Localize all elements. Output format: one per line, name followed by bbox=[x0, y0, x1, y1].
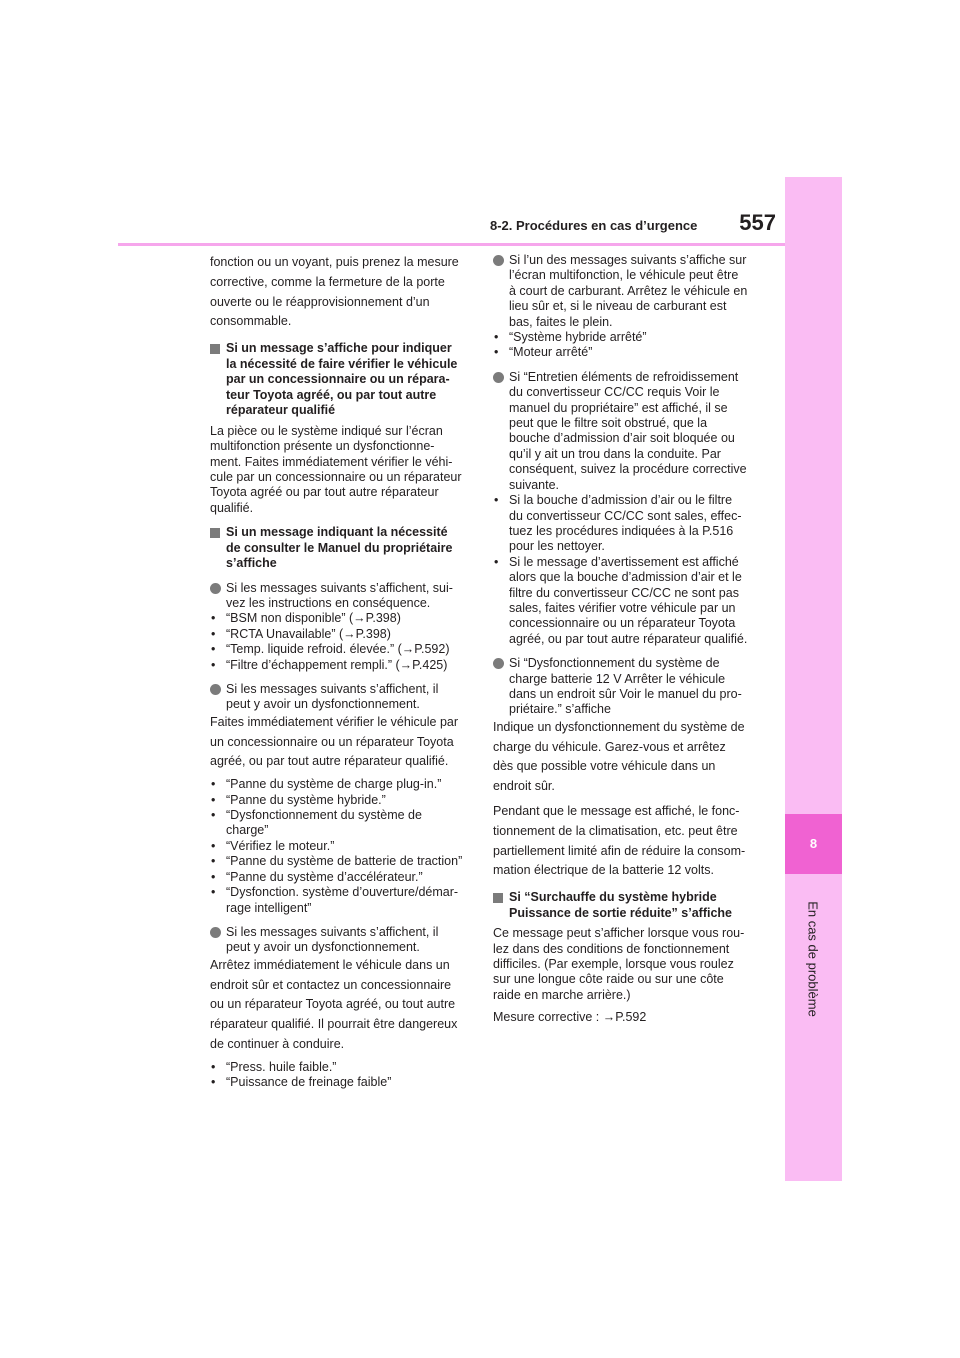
bullet-list bbox=[210, 1060, 478, 1091]
text-line: ouverte ou le réapprovisionnement d’un bbox=[210, 294, 430, 309]
text-line: endroit sûr et contactez un concessionnaire bbox=[210, 977, 452, 992]
text-line: cule par un concessionnaire ou un réparateur bbox=[210, 469, 462, 484]
bullet-list bbox=[210, 777, 478, 916]
left-column bbox=[210, 253, 478, 1091]
intro-paragraph bbox=[210, 253, 478, 332]
text-line: de consulter le Manuel du propriétaire bbox=[226, 540, 453, 555]
heading-owner-manual bbox=[210, 525, 478, 572]
text-line: Toyota agréé ou par tout autre réparateur bbox=[210, 485, 439, 500]
text-line: • “Vérifiez le moteur.” bbox=[226, 838, 335, 853]
text-line: sur une longue côte raide ou sur une côte bbox=[493, 972, 724, 987]
bullet-list bbox=[493, 330, 759, 361]
list-item bbox=[210, 627, 478, 642]
page-number: 557 bbox=[739, 210, 776, 235]
text-line: par un concessionnaire ou un répara- bbox=[226, 372, 450, 387]
text-line: Puissance de sortie réduite” s’affiche bbox=[509, 905, 732, 920]
circle-item bbox=[493, 253, 759, 330]
bullet-list bbox=[493, 493, 759, 647]
text-line: raide en marche arrière.) bbox=[493, 987, 631, 1002]
heading-dealer-check bbox=[210, 341, 478, 419]
paragraph bbox=[210, 956, 478, 1055]
chapter-number: 8 bbox=[785, 814, 842, 874]
circle-item bbox=[493, 370, 759, 493]
paragraph bbox=[210, 424, 478, 516]
square-bullet-icon bbox=[210, 344, 220, 354]
text-line: lieu sûr et, si le niveau de carburant est bbox=[509, 299, 727, 314]
text-line: qu’il y ait un trou dans la conduite. Par bbox=[509, 446, 721, 461]
text-line: Arrêtez immédiatement le véhicule dans un bbox=[210, 957, 450, 972]
text-line: Si “Entretien éléments de refroidissement bbox=[509, 369, 739, 384]
text-line: s’affiche bbox=[226, 556, 277, 571]
text-line: agréé, ou par tout autre réparateur qualifié. bbox=[509, 631, 748, 646]
text-line: Indique un dysfonctionnement du système de bbox=[493, 719, 745, 734]
text-line: suivante. bbox=[509, 477, 560, 492]
list-item bbox=[210, 793, 478, 808]
square-bullet-icon bbox=[210, 528, 220, 538]
text-line: tuez les procédures indiquées à la P.516 bbox=[509, 523, 734, 538]
text-line: conséquent, suivez la procédure corrective bbox=[509, 462, 747, 477]
chapter-title: En cas de problème bbox=[805, 901, 821, 1017]
text-line: endroit sûr. bbox=[493, 779, 555, 794]
text-line: vez les instructions en conséquence. bbox=[226, 596, 431, 611]
text-line: réparateur qualifié bbox=[226, 403, 336, 418]
text-line: manuel du propriétaire” est affiché, il se bbox=[509, 400, 728, 415]
text-line: charge batterie 12 V Arrêter le véhicule bbox=[509, 671, 726, 686]
circle-bullet-icon bbox=[210, 927, 221, 938]
list-item bbox=[493, 493, 759, 555]
circle-bullet-icon bbox=[493, 255, 504, 266]
text-line: partiellement limité afin de réduire la consom- bbox=[493, 843, 746, 858]
text-line: mation électrique de la batterie 12 volts. bbox=[493, 863, 714, 878]
paragraph bbox=[210, 713, 478, 772]
list-item bbox=[210, 642, 478, 657]
text-line: priétaire.” s’affiche bbox=[509, 702, 611, 717]
paragraph bbox=[493, 718, 759, 797]
text-line: peut que le filtre soit obstrué, que la bbox=[509, 416, 708, 431]
text-line: pour les nettoyer. bbox=[509, 539, 605, 554]
text-line: teur Toyota agréé, ou par tout autre bbox=[226, 387, 437, 402]
text-line: alors que la bouche d’admission d’air et le bbox=[509, 570, 742, 585]
text-line: Si “Surchauffe du système hybride bbox=[509, 890, 717, 905]
heading-hybrid-overheat bbox=[493, 890, 759, 921]
text-line: bouche d’admission d’air soit bloquée ou bbox=[509, 431, 735, 446]
list-item bbox=[210, 611, 478, 626]
text-line: Si les messages suivants s’affichent, il bbox=[226, 682, 439, 697]
text-line: Ce message peut s’afficher lorsque vous rou- bbox=[493, 926, 745, 941]
circle-bullet-icon bbox=[493, 658, 504, 669]
text-line: lez dans des conditions de fonctionnement bbox=[493, 941, 730, 956]
text-line: • “Panne du système de charge plug-in.” bbox=[226, 777, 442, 792]
text-line: • “Temp. liquide refroid. élevée.” (→P.592) bbox=[226, 642, 450, 657]
text-line: • “RCTA Unavailable” (→P.398) bbox=[226, 626, 391, 641]
text-line: La pièce ou le système indiqué sur l’écran bbox=[210, 423, 443, 438]
text-line: bas, faites le plein. bbox=[509, 314, 613, 329]
text-line: multifonction présente un dysfonctionne- bbox=[210, 439, 435, 454]
text-line: • “Panne du système hybride.” bbox=[226, 792, 386, 807]
text-line: • “Press. huile faible.” bbox=[226, 1059, 337, 1074]
list-item bbox=[210, 658, 478, 673]
list-item bbox=[493, 555, 759, 647]
text-line: • “Puissance de freinage faible” bbox=[226, 1075, 392, 1090]
text-line: fonction ou un voyant, puis prenez la mesure bbox=[210, 255, 459, 269]
list-item bbox=[210, 870, 478, 885]
text-line: la nécessité de faire vérifier le véhicule bbox=[226, 356, 458, 371]
chapter-side-tab bbox=[785, 177, 842, 1181]
text-line: Pendant que le message est affiché, le fonc- bbox=[493, 803, 740, 818]
text-line: consommable. bbox=[210, 314, 292, 329]
text-line: dans un endroit sûr Voir le manuel du pro- bbox=[509, 686, 742, 701]
text-line: corrective, comme la fermeture de la porte bbox=[210, 274, 445, 289]
header-rule bbox=[118, 243, 785, 246]
text-line: • “Moteur arrêté” bbox=[509, 345, 593, 360]
text-line: peut y avoir un dysfonctionnement. bbox=[226, 940, 420, 955]
text-line: • “Dysfonction. système d’ouverture/démar- bbox=[226, 885, 459, 900]
text-line: charge du véhicule. Garez-vous et arrêtez bbox=[493, 739, 726, 754]
text-line: filtre du convertisseur CC/CC ne sont pas bbox=[509, 585, 739, 600]
text-line: ment. Faites immédiatement vérifier le véhi- bbox=[210, 454, 453, 469]
text-line: de continuer à conduire. bbox=[210, 1036, 345, 1051]
list-item bbox=[210, 885, 478, 916]
text-line: Mesure corrective : →P.592 bbox=[493, 1010, 647, 1025]
text-line: rage intelligent” bbox=[226, 900, 312, 915]
text-line: un concessionnaire ou un réparateur Toyota bbox=[210, 734, 454, 749]
square-bullet-icon bbox=[493, 893, 503, 903]
text-line: Si l’un des messages suivants s’affiche sur bbox=[509, 253, 747, 267]
text-line: concessionnaire ou un réparateur Toyota bbox=[509, 616, 736, 631]
list-item bbox=[210, 839, 478, 854]
list-item bbox=[210, 854, 478, 869]
text-line: tionnement de la climatisation, etc. peut être bbox=[493, 823, 738, 838]
text-line: Si les messages suivants s’affichent, sui- bbox=[226, 580, 453, 595]
text-line: Faites immédiatement vérifier le véhicule par bbox=[210, 714, 459, 729]
text-line: Si un message s’affiche pour indiquer bbox=[226, 341, 452, 356]
text-line: sales, faites vérifier votre véhicule par un bbox=[509, 600, 736, 615]
text-line: qualifié. bbox=[210, 500, 254, 515]
text-line: • “Filtre d’échappement rempli.” (→P.425) bbox=[226, 657, 448, 672]
circle-bullet-icon bbox=[493, 372, 504, 383]
text-line: dès que possible votre véhicule dans un bbox=[493, 759, 716, 774]
list-item bbox=[210, 777, 478, 792]
text-line: Si un message indiquant la nécessité bbox=[226, 525, 448, 540]
bullet-list bbox=[210, 611, 478, 673]
list-item bbox=[493, 330, 759, 345]
circle-item bbox=[210, 925, 478, 956]
list-item bbox=[493, 345, 759, 360]
text-line: du convertisseur CC/CC requis Voir le bbox=[509, 385, 720, 400]
text-line: du convertisseur CC/CC sont sales, effec- bbox=[509, 508, 742, 523]
text-line: • “BSM non disponible” (→P.398) bbox=[226, 611, 401, 626]
right-column bbox=[493, 253, 759, 1028]
list-item bbox=[210, 1060, 478, 1075]
text-line: peut y avoir un dysfonctionnement. bbox=[226, 697, 420, 712]
text-line: ou un réparateur Toyota agréé, ou tout autre bbox=[210, 997, 456, 1012]
circle-bullet-icon bbox=[210, 583, 221, 594]
text-line: Si les messages suivants s’affichent, il bbox=[226, 924, 439, 939]
section-title: 8-2. Procédures en cas d’urgence bbox=[490, 218, 698, 233]
text-line: • “Système hybride arrêté” bbox=[509, 330, 647, 345]
text-line: Si “Dysfonctionnement du système de bbox=[509, 656, 720, 671]
circle-bullet-icon bbox=[210, 684, 221, 695]
circle-item bbox=[210, 682, 478, 713]
text-line: agréé, ou par tout autre réparateur qualifié. bbox=[210, 754, 449, 769]
text-line: réparateur qualifié. Il pourrait être dangereux bbox=[210, 1017, 458, 1032]
text-line: • Si le message d’avertissement est affiché bbox=[509, 554, 739, 569]
text-line: l’écran multifonction, le véhicule peut être bbox=[509, 268, 739, 283]
list-item bbox=[210, 1075, 478, 1090]
circle-item bbox=[210, 581, 478, 612]
circle-item bbox=[493, 656, 759, 718]
text-line: à court de carburant. Arrêtez le véhicule en bbox=[509, 283, 748, 298]
list-item bbox=[210, 808, 478, 839]
paragraph bbox=[493, 802, 759, 881]
text-line: charge” bbox=[226, 823, 269, 838]
text-line: • “Dysfonctionnement du système de bbox=[226, 808, 422, 823]
paragraph bbox=[493, 926, 759, 1003]
text-line: • Si la bouche d’admission d’air ou le filtre bbox=[509, 493, 733, 508]
text-line: difficiles. (Par exemple, lorsque vous roulez bbox=[493, 956, 734, 971]
corrective-measure bbox=[493, 1008, 759, 1028]
text-line: • “Panne du système d’accélérateur.” bbox=[226, 869, 423, 884]
text-line: • “Panne du système de batterie de traction” bbox=[226, 854, 463, 869]
